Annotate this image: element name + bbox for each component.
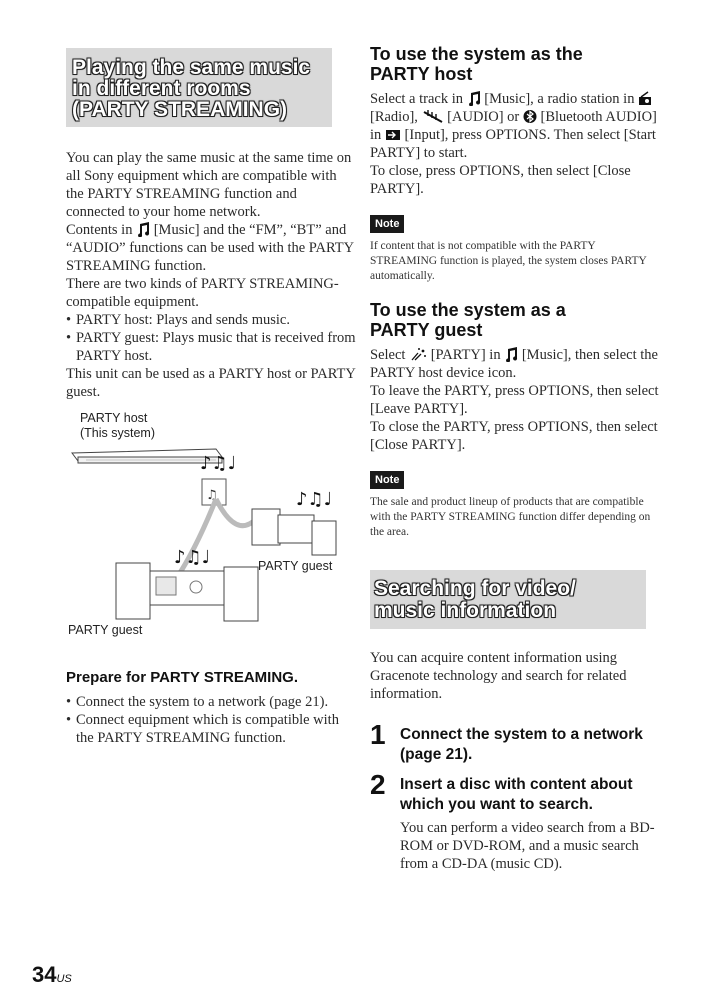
step-number: 1 [370, 719, 386, 750]
party-streaming-diagram [66, 409, 356, 639]
party-host-label: PARTY host (This system) [80, 411, 155, 440]
music-icon [136, 222, 150, 237]
input-icon [385, 127, 401, 142]
music-note-icon [200, 453, 236, 474]
host-close-text: To close, press OPTIONS, then select [Close PARTY]. [370, 163, 631, 197]
page-number: 34US [32, 962, 72, 987]
party-guest-label-bottom: PARTY guest [68, 623, 143, 637]
guest-heading: To use the system as a PARTY guest [370, 300, 566, 340]
guest-instructions [370, 346, 660, 454]
step-text: You can perform a video search from a BD-ROM or DVD-ROM, and a music search from a CD-DA (music CD). [400, 820, 655, 872]
guest-close-text: To close the PARTY, press OPTIONS, then select [Close PARTY]. [370, 419, 658, 453]
section-title-party-streaming: Playing the same music in different rooms (PARTY STREAMING) [66, 48, 332, 127]
host-note-text: If content that is not compatible with the PARTY STREAMING function is played, the system closes PARTY automatically. [370, 240, 647, 282]
guest-note-text: The sale and product lineup of products that are compatible with the PARTY STREAMING function differ depending on the area. [370, 496, 651, 538]
step-1 [370, 719, 660, 765]
intro-paragraph-2 [66, 221, 356, 275]
list-item: • PARTY host: Plays and sends music. [66, 311, 356, 329]
list-item: • PARTY guest: Plays music that is received from PARTY host. [66, 329, 356, 365]
audio-icon [422, 109, 444, 124]
right-column [370, 44, 660, 873]
guest-system-illustration-2 [116, 547, 258, 621]
section-title-search: Searching for video/ music information [370, 570, 646, 629]
note-badge: Note [370, 471, 404, 489]
left-column [66, 48, 356, 747]
guest-note [370, 470, 660, 540]
guest-paragraph: Select [PARTY] in [Music], then select the PARTY host device icon. [370, 347, 658, 381]
party-guest-label-right: PARTY guest [258, 559, 333, 573]
prepare-heading: Prepare for PARTY STREAMING. [66, 669, 298, 686]
diagram-illustration [66, 439, 356, 639]
intro-p2-start: Contents in [66, 222, 133, 238]
intro-text [66, 149, 356, 401]
bluetooth-icon [523, 109, 537, 124]
intro-paragraph-4: This unit can be used as a PARTY host or PARTY guest. [66, 366, 356, 400]
host-instructions [370, 90, 660, 198]
svg-text:♫: ♫ [206, 488, 218, 503]
step-number: 2 [370, 769, 386, 800]
step-title: Connect the system to a network (page 21). [400, 726, 643, 763]
host-paragraph: Select a track in [Music], a radio station in [Radio], [AUDIO] or [Bluetooth AUDIO] in [Input], press OPTIONS. Then select [Start PARTY] to start. [370, 91, 657, 161]
svg-text:♪♫♩: ♪♫♩ [296, 489, 333, 510]
guest-system-illustration [252, 489, 336, 555]
prepare-list [66, 693, 356, 747]
music-icon [467, 91, 481, 106]
list-item: • Connect the system to a network (page 21). [66, 693, 356, 711]
step-title: Insert a disc with content about which you want to search. [400, 776, 633, 813]
intro-paragraph-1: You can play the same music at the same time on all Sony equipment which are compatible with the PARTY STREAMING function and connected to your home network. [66, 150, 352, 220]
note-badge: Note [370, 215, 404, 233]
list-item: • Connect equipment which is compatible with the PARTY STREAMING function. [66, 711, 356, 747]
svg-text:♪♫♩: ♪♫♩ [174, 547, 211, 568]
radio-icon [638, 91, 652, 106]
equipment-list [66, 311, 356, 365]
music-icon [504, 347, 518, 362]
intro-paragraph-3: There are two kinds of PARTY STREAMING-compatible equipment. [66, 276, 339, 310]
guest-leave-text: To leave the PARTY, press OPTIONS, then select [Leave PARTY]. [370, 383, 659, 417]
search-intro: You can acquire content information using Gracenote technology and search for related information. [370, 650, 627, 702]
intro-p2-end: [Music] and the “FM”, “BT” and “AUDIO” functions can be used with the PARTY STREAMING function. [66, 222, 354, 274]
host-heading: To use the system as the PARTY host [370, 44, 583, 84]
party-icon [409, 347, 427, 362]
host-note [370, 214, 660, 284]
step-2 [370, 769, 660, 873]
page-region-suffix: US [56, 973, 72, 985]
svg-text:♪♫♩: ♪♫♩ [200, 453, 237, 474]
